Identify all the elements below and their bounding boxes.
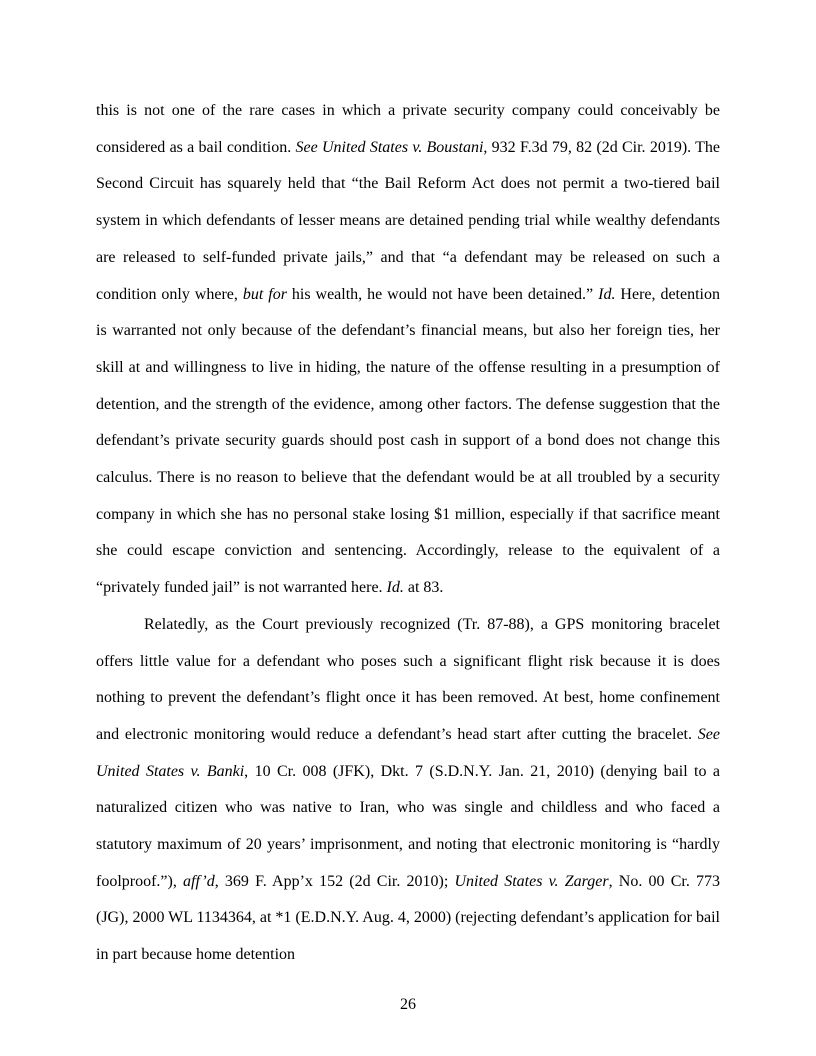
body-text: , No. 00 Cr. 773 (JG), 2000 WL 1134364, at *1 (E.D.N.Y. Aug. 4, 2000) (rejecting defendant’s application for bail in part because home detention [96,872,721,964]
paragraph-1 [96,93,720,607]
document-page [96,93,720,974]
citation-italic-text: aff’d [183,872,215,890]
body-text: Here, detention is warranted not only because of the defendant’s financial means, but also her foreign ties, her skill at and willingness to live in hiding, the nature of the offense resulting in a presumption of detention, and the strength of the evidence, among other factors. The defense suggestion that the defendant’s private security guards should post cash in support of a bond does not change this calculus. There is no reason to believe that the defendant would be at all troubled by a security company in which she has no personal stake losing $1 million, especially if that sacrifice meant she could escape conviction and sentencing. Accordingly, release to the equivalent of a “privately funded jail” is not warranted here. [96,285,720,597]
page-number: 26 [400,996,416,1013]
body-text: , 932 F.3d 79, 82 (2d Cir. 2019). The Second Circuit has squarely held that “the Bail Reform Act does not permit a two-tiered bail system in which defendants of lesser means are detained pending trial while wealthy defendants are released to self-funded private jails,” and that “a defendant may be released on such a condition only where, [96,138,721,303]
citation-italic-text: See United States v. Boustani [295,138,484,156]
body-text: his wealth, he would not have been detained.” [286,285,599,303]
citation-italic-text: but for [242,285,287,303]
citation-italic-text: United States v. Zarger [454,872,609,890]
body-text: , 10 Cr. 008 (JFK), Dkt. 7 (S.D.N.Y. Jan. 21, 2010) (denying bail to a naturalized citizen who was native to Iran, who was single and childless and who faced a statutory maximum of 20 years’ imprisonment, and noting that electronic monitoring is “hardly foolproof.”), [96,762,720,890]
body-text: this is not one of the rare cases in which a private security company could conceivably be considered as a bail condition. [96,102,720,156]
paragraph-2 [96,607,720,974]
body-text: at 83. [403,579,444,597]
citation-italic-text: Id. [598,285,616,303]
body-text: Relatedly, as the Court previously recognized (Tr. 87-88), a GPS monitoring bracelet offers little value for a defendant who poses such a significant flight risk because it is does nothing to prevent the defendant’s flight once it has been removed. At best, home confinement and electronic monitoring would reduce a defendant’s head start after cutting the bracelet. [96,615,720,743]
body-text: , 369 F. App’x 152 (2d Cir. 2010); [214,872,455,890]
citation-italic-text: Id. [386,579,404,597]
citation-italic-text: See United States v. Banki [96,725,720,780]
